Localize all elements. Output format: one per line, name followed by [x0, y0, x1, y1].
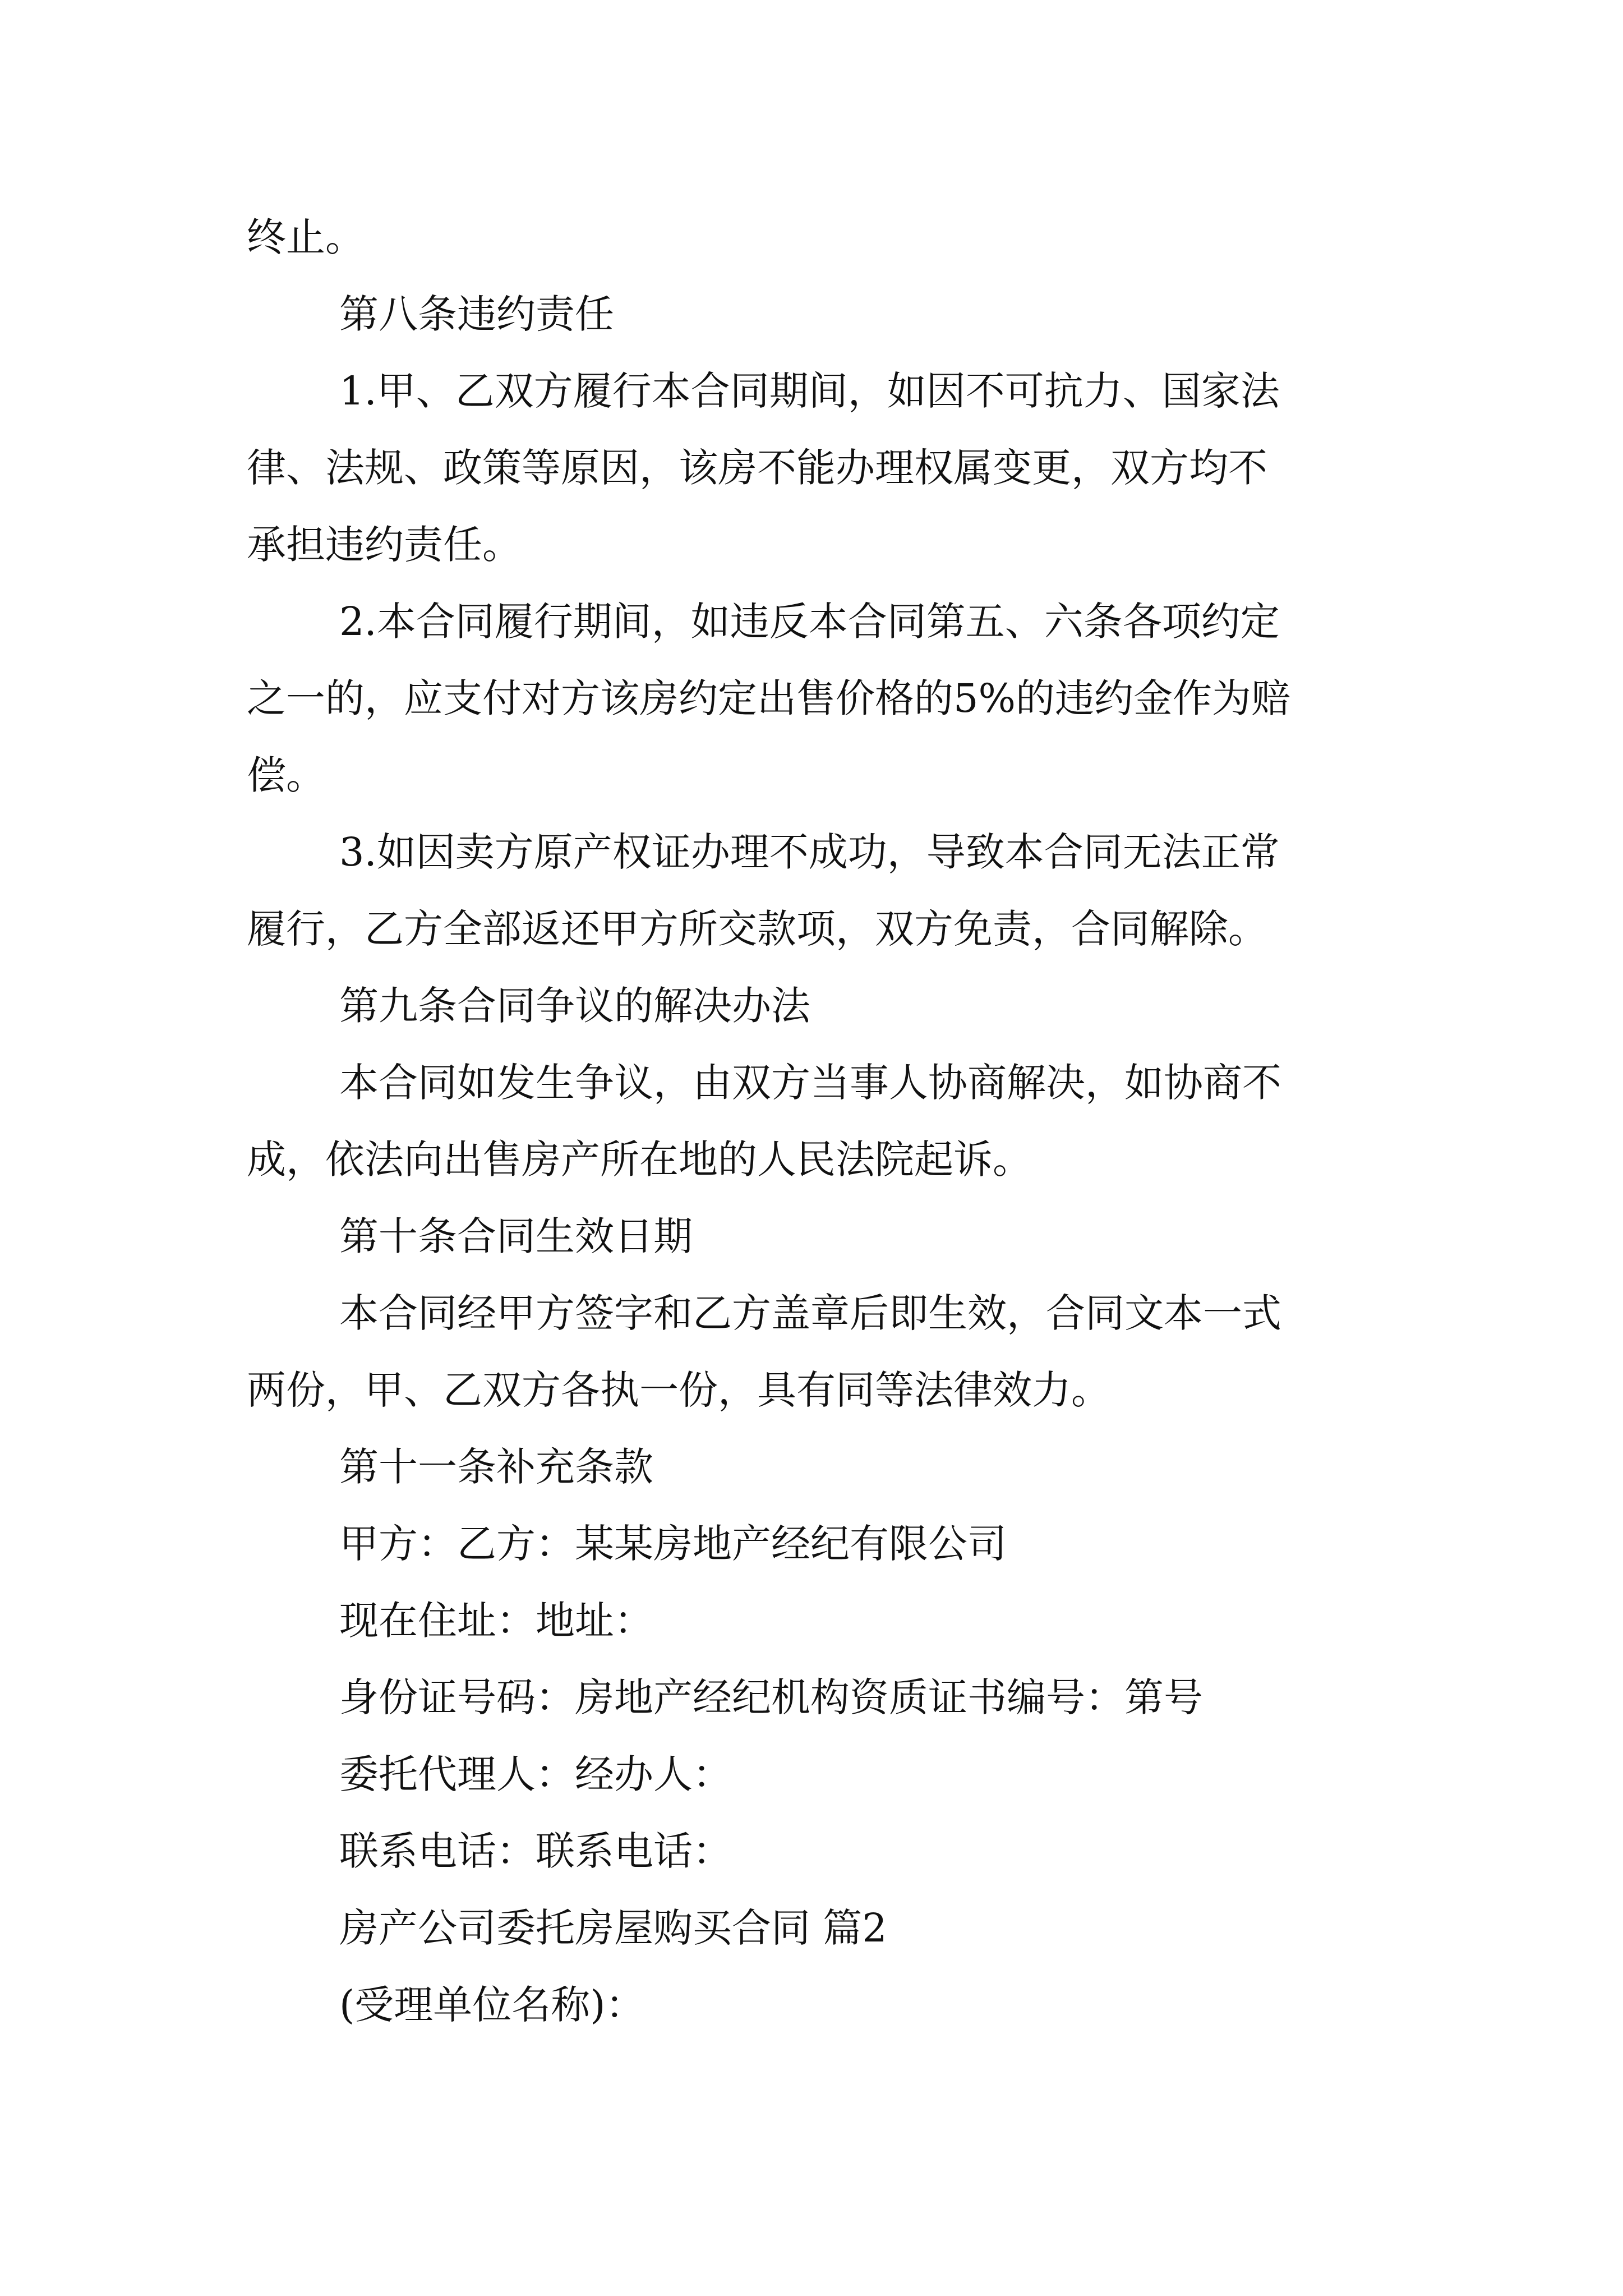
article-11-heading: 第十一条补充条款	[339, 1444, 653, 1490]
article-8-heading: 第八条违约责任	[339, 291, 614, 337]
text-line-5: 承担违约责任。	[247, 522, 522, 568]
agent-line: 委托代理人：经办人：	[339, 1751, 732, 1797]
party-names-line: 甲方：乙方：某某房地产经纪有限公司	[339, 1521, 1007, 1567]
text-line-16: 两份，甲、乙双方各执一份，具有同等法律效力。	[247, 1367, 1110, 1413]
text-line-6: 2.本合同履行期间，如违反本合同第五、六条各项约定	[339, 599, 1280, 645]
text-line-8: 偿。	[247, 752, 325, 798]
address-line: 现在住址：地址：	[339, 1598, 653, 1644]
article-9-heading: 第九条合同争议的解决办法	[339, 983, 810, 1029]
text-line-1: 终止。	[247, 214, 365, 260]
recipient-line: (受理单位名称)：	[339, 1982, 645, 2028]
text-line-15: 本合同经甲方签字和乙方盖章后即生效，合同文本一式	[339, 1290, 1281, 1336]
phone-line: 联系电话：联系电话：	[339, 1828, 732, 1874]
section-title-line: 房产公司委托房屋购买合同 篇2	[339, 1905, 887, 1951]
text-line-4: 律、法规、政策等原因，该房不能办理权属变更，双方均不	[247, 445, 1267, 491]
article-10-heading: 第十条合同生效日期	[339, 1213, 693, 1259]
text-line-7: 之一的，应支付对方该房约定出售价格的5%的违约金作为赔	[247, 675, 1291, 721]
text-line-9: 3.如因卖方原产权证办理不成功，导致本合同无法正常	[339, 829, 1280, 875]
text-line-13: 成，依法向出售房产所在地的人民法院起诉。	[247, 1137, 1032, 1182]
id-number-line: 身份证号码：房地产经纪机构资质证书编号：第号	[339, 1674, 1203, 1720]
text-line-3: 1.甲、乙双方履行本合同期间，如因不可抗力、国家法	[339, 368, 1280, 414]
text-line-12: 本合同如发生争议，由双方当事人协商解决，如协商不	[339, 1060, 1281, 1106]
text-line-10: 履行，乙方全部返还甲方所交款项，双方免责，合同解除。	[247, 906, 1267, 952]
document-body	[247, 199, 1385, 2044]
